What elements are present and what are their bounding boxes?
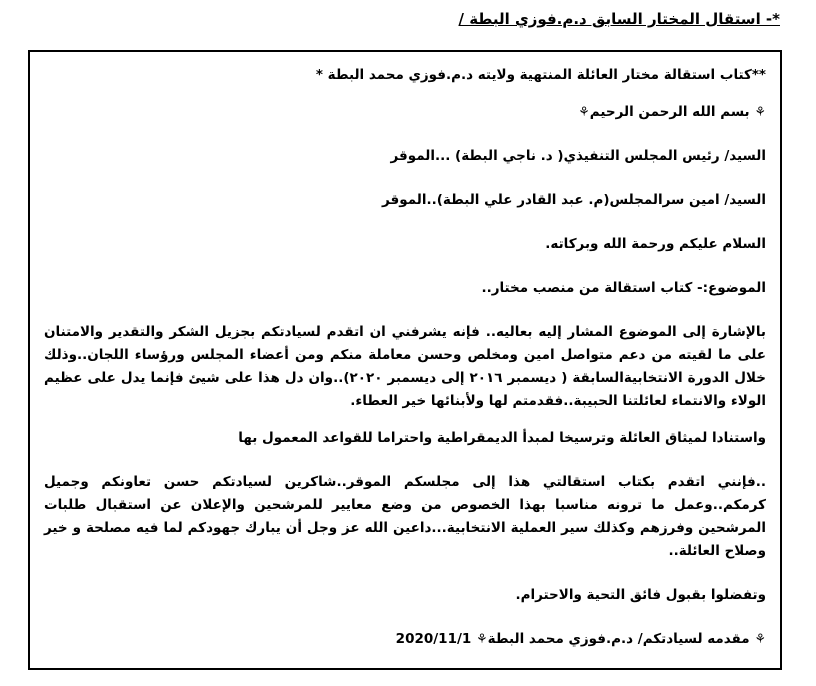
signature-line xyxy=(44,628,766,651)
paragraph-thanks: بالإشارة إلى الموضوع المشار إليه بعاليه.. فإنه يشرفني ان اتقدم لسيادتكم بجزيل الشكر والتقدير والامتنان على ما لقيته من دعم متواصل امين ومخلص وحسن معاملة منكم ومن أعضاء المجلس ورؤساء اللجان..وذلك خلال الدورة الانتخابيةالسابقة ( ديسمبر ٢٠١٦ إلى ديسمبر ٢٠٢٠)..وان دل هذا على شيئ فإنما يدل على عظيم الولاء والانتماء لعائلتنا الحبيبة..فقدمتم لها ولأبنائها خير العطاء. xyxy=(44,324,766,409)
recipient-executive-council: السيد/ رئيس المجلس التنفيذي( د. ناجي البطة) ...الموقر xyxy=(390,148,766,164)
signature-text: مقدمه لسيادتكم/ د.م.فوزي محمد البطة xyxy=(487,631,750,647)
subject-line: الموضوع:- كتاب استقالة من منصب مختار.. xyxy=(481,280,766,296)
rose-flower-icon: ⚘ xyxy=(754,632,766,647)
letter-date: 2020/11/1 xyxy=(395,631,472,647)
paragraph-charter: واستنادا لميثاق العائلة وترسيخا لمبدأ الديمقراطية واحتراما للقواعد المعمول بها xyxy=(238,430,766,446)
basmala-line xyxy=(44,101,766,124)
recipient-council-secretary: السيد/ امين سرالمجلس(م. عبد القادر علي البطة)..الموقر xyxy=(382,192,766,208)
greeting: السلام عليكم ورحمة الله وبركاته. xyxy=(545,236,766,252)
rose-flower-icon: ⚘ xyxy=(754,105,766,120)
rose-flower-icon: ⚘ xyxy=(476,632,488,647)
letter-box xyxy=(28,50,782,670)
page-heading: *- استقال المختار السابق د.م.فوزي البطة / xyxy=(458,10,780,28)
rose-flower-icon: ⚘ xyxy=(578,105,590,120)
letter-title: **كتاب استقالة مختار العائلة المنتهية ولايته د.م.فوزي محمد البطة * xyxy=(315,67,766,83)
paragraph-resignation: ..فإنني اتقدم بكتاب استقالتي هذا إلى مجلسكم الموقر..شاكرين لسيادتكم حسن تعاونكم وجميل كرمكم..وعمل ما ترونه مناسبا بهذا الخصوص من وضع معايير للمرشحين والإعلان عن استقبال طلبات المرشحين وفرزهم وكذلك سير العملية الانتخابية...داعين الله عز وجل أن يبارك جهودكم لما فيه مصلحة و خير وصلاح العائلة.. xyxy=(44,474,766,559)
basmala-text: بسم الله الرحمن الرحيم xyxy=(589,104,750,120)
closing-line: وتفضلوا بقبول فائق التحية والاحترام. xyxy=(515,587,766,603)
